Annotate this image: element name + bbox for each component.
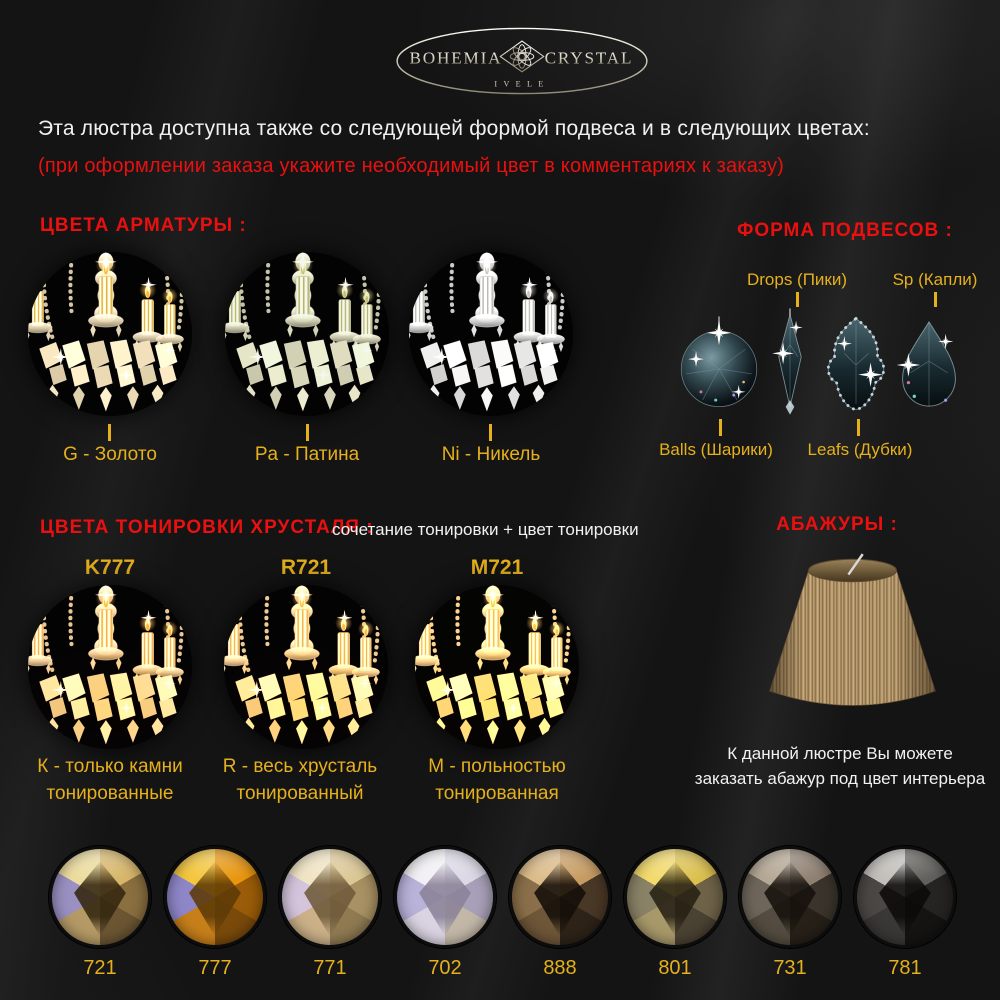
- intro-text: Эта люстра доступна также со следующей формой подвеса и в следующих цветах:: [38, 117, 870, 140]
- crystal-swatch-777: [164, 846, 266, 948]
- crystal-swatch-781: [854, 846, 956, 948]
- chandelier-photo-icon: [415, 585, 579, 749]
- lampshade-image: [750, 548, 955, 734]
- armature-photo-patina: [225, 252, 389, 416]
- crystal-swatch-702: [394, 846, 496, 948]
- pendant-teardrop-icon: [896, 318, 962, 412]
- swatch-code: 731: [773, 957, 807, 979]
- tint-section-subtitle: сочетание тонировки + цвет тонировки: [332, 520, 639, 539]
- pendant-ball-icon: [678, 316, 760, 412]
- chandelier-photo-icon: [224, 585, 388, 749]
- crystal-swatch-888: [509, 846, 611, 948]
- connector-tick: [306, 424, 309, 441]
- tint-photo-r721: [224, 585, 388, 749]
- tint-section-title: ЦВЕТА ТОНИРОВКИ ХРУСТАЛЯ :: [40, 517, 374, 538]
- tint-code-r721: R721: [280, 556, 332, 579]
- shade-caption-line2: заказать абажур под цвет интерьера: [694, 768, 986, 788]
- connector-tick: [719, 419, 722, 436]
- crystal-swatch-721: [49, 846, 151, 948]
- tint-caption-k-line2: тонированные: [46, 782, 174, 804]
- armature-photo-nickel: [409, 252, 573, 416]
- swatch-code: 702: [428, 957, 462, 979]
- swatch-code: 801: [658, 957, 692, 979]
- armature-label-nickel: Ni - Никель: [441, 444, 541, 465]
- brand-subname: IVELE: [494, 79, 550, 89]
- swatch-code: 888: [543, 957, 577, 979]
- armature-photo-gold: [28, 252, 192, 416]
- tint-code-k777: K777: [84, 556, 136, 579]
- tint-photo-k777: [28, 585, 192, 749]
- pendant-label-sp: Sp (Капли): [892, 270, 978, 289]
- tint-caption-m: [397, 754, 597, 807]
- pendant-drop-icon: [771, 306, 809, 418]
- brand-name-left: BOHEMIA: [409, 48, 503, 68]
- chandelier-photo-icon: [409, 252, 573, 416]
- order-note-text: (при оформлении заказа укажите необходимый цвет в комментариях к заказу): [38, 155, 785, 177]
- logo-rosette-icon: [500, 41, 543, 72]
- chandelier-photo-icon: [28, 252, 192, 416]
- shades-section-title: АБАЖУРЫ :: [776, 514, 898, 535]
- pendant-label-drops: Drops (Пики): [746, 270, 848, 289]
- brand-name-right: CRYSTAL: [544, 48, 634, 68]
- tint-caption-k: [10, 754, 210, 807]
- tint-caption-r: [200, 754, 400, 807]
- connector-tick: [857, 419, 860, 436]
- swatch-code: 721: [83, 957, 117, 979]
- tint-code-m721: M721: [470, 556, 524, 579]
- connector-tick: [796, 292, 799, 307]
- chandelier-photo-icon: [225, 252, 389, 416]
- connector-tick: [108, 424, 111, 441]
- tint-caption-r-line2: тонированный: [236, 782, 364, 804]
- crystal-swatch-771: [279, 846, 381, 948]
- tint-photo-m721: [415, 585, 579, 749]
- connector-tick: [934, 292, 937, 307]
- pendants-section-title: ФОРМА ПОДВЕСОВ :: [737, 220, 953, 241]
- shade-caption-line1: К данной люстре Вы можете: [727, 744, 953, 763]
- armature-section-title: ЦВЕТА АРМАТУРЫ :: [40, 215, 247, 236]
- pendant-leaf-icon: [823, 314, 889, 414]
- pendant-label-balls: Balls (Шарики): [659, 440, 773, 459]
- shade-caption: [690, 742, 990, 791]
- armature-label-gold: G - Золото: [63, 444, 157, 465]
- armature-label-patina: Pa - Патина: [254, 444, 360, 465]
- tint-caption-m-line2: тонированная: [435, 782, 559, 804]
- chandelier-photo-icon: [28, 585, 192, 749]
- swatch-code: 777: [198, 957, 232, 979]
- pendant-label-leafs: Leafs (Дубки): [807, 440, 913, 459]
- connector-tick: [489, 424, 492, 441]
- swatch-code: 781: [888, 957, 922, 979]
- tint-caption-k-line1: К - только камни: [37, 756, 183, 777]
- crystal-swatch-731: [624, 846, 726, 948]
- tint-caption-r-line1: R - весь хрусталь: [222, 756, 378, 777]
- tint-caption-m-line1: M - польностью: [428, 756, 566, 777]
- swatch-code: 771: [313, 957, 347, 979]
- crystal-swatch-731: [739, 846, 841, 948]
- brand-logo: [390, 23, 654, 99]
